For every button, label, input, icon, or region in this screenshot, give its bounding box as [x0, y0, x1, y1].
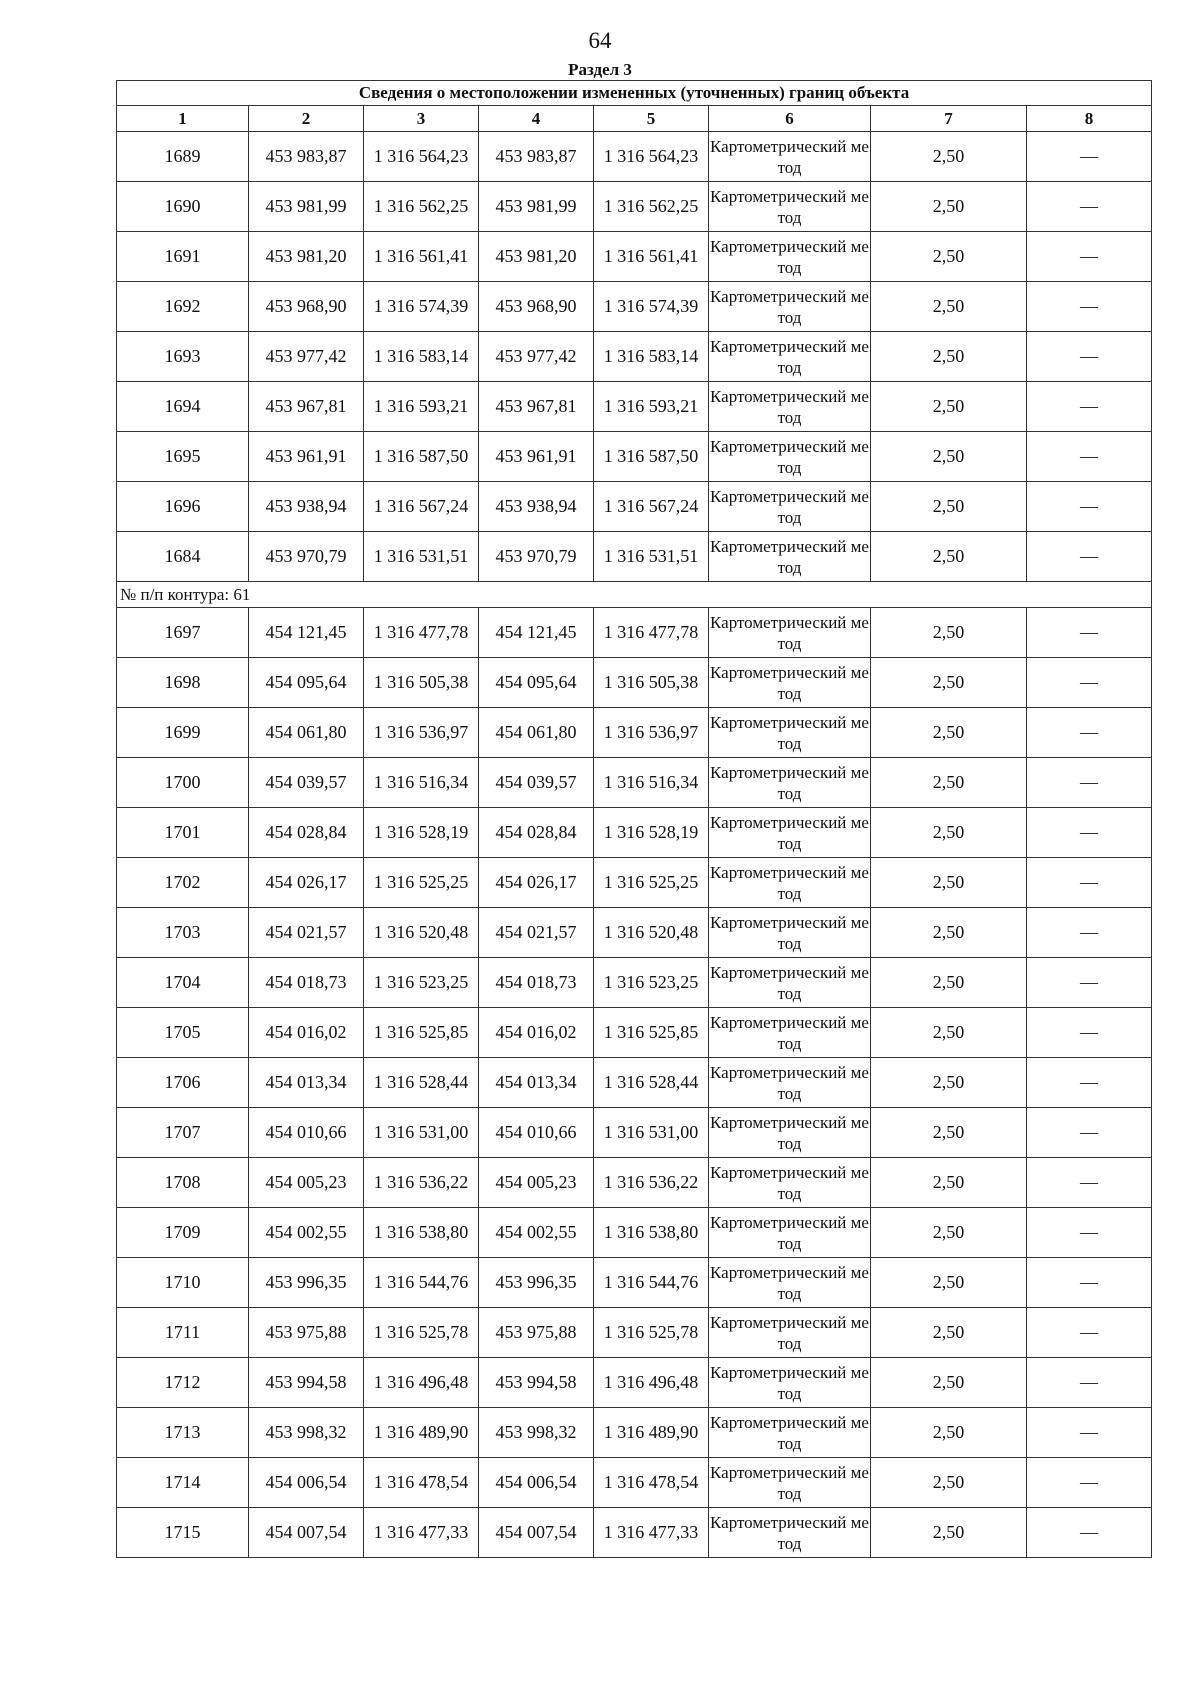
description-cell: — — [1027, 908, 1152, 958]
y-refined-cell: 1 316 538,80 — [594, 1208, 709, 1258]
x-refined-cell: 454 095,64 — [479, 658, 594, 708]
description-cell: — — [1027, 658, 1152, 708]
y-existing-cell: 1 316 574,39 — [364, 282, 479, 332]
y-refined-cell: 1 316 536,22 — [594, 1158, 709, 1208]
y-refined-cell: 1 316 496,48 — [594, 1358, 709, 1408]
x-refined-cell: 453 994,58 — [479, 1358, 594, 1408]
accuracy-cell: 2,50 — [871, 182, 1027, 232]
accuracy-cell: 2,50 — [871, 858, 1027, 908]
y-refined-cell: 1 316 593,21 — [594, 382, 709, 432]
description-cell: — — [1027, 1358, 1152, 1408]
table-row — [117, 1208, 1152, 1258]
point-number-cell: 1713 — [117, 1408, 249, 1458]
x-refined-cell: 453 968,90 — [479, 282, 594, 332]
accuracy-cell: 2,50 — [871, 908, 1027, 958]
y-existing-cell: 1 316 477,78 — [364, 608, 479, 658]
x-existing-cell: 453 994,58 — [249, 1358, 364, 1408]
accuracy-cell: 2,50 — [871, 658, 1027, 708]
boundary-coordinates-table — [116, 80, 1152, 1558]
point-number-cell: 1702 — [117, 858, 249, 908]
x-refined-cell: 453 981,20 — [479, 232, 594, 282]
method-cell: Картометрический метод — [709, 808, 871, 858]
point-number-cell: 1684 — [117, 532, 249, 582]
method-cell: Картометрический метод — [709, 1008, 871, 1058]
point-number-cell: 1693 — [117, 332, 249, 382]
method-cell: Картометрический метод — [709, 382, 871, 432]
y-existing-cell: 1 316 520,48 — [364, 908, 479, 958]
y-refined-cell: 1 316 477,78 — [594, 608, 709, 658]
method-cell: Картометрический метод — [709, 708, 871, 758]
x-refined-cell: 454 028,84 — [479, 808, 594, 858]
description-cell: — — [1027, 1208, 1152, 1258]
point-number-cell: 1696 — [117, 482, 249, 532]
y-refined-cell: 1 316 531,51 — [594, 532, 709, 582]
x-existing-cell: 454 026,17 — [249, 858, 364, 908]
y-existing-cell: 1 316 583,14 — [364, 332, 479, 382]
point-number-cell: 1715 — [117, 1508, 249, 1558]
y-existing-cell: 1 316 489,90 — [364, 1408, 479, 1458]
y-refined-cell: 1 316 520,48 — [594, 908, 709, 958]
accuracy-cell: 2,50 — [871, 132, 1027, 182]
x-refined-cell: 453 996,35 — [479, 1258, 594, 1308]
x-existing-cell: 453 981,99 — [249, 182, 364, 232]
point-number-cell: 1697 — [117, 608, 249, 658]
x-refined-cell: 454 007,54 — [479, 1508, 594, 1558]
y-refined-cell: 1 316 536,97 — [594, 708, 709, 758]
y-existing-cell: 1 316 531,00 — [364, 1108, 479, 1158]
method-cell: Картометрический метод — [709, 1408, 871, 1458]
table-caption: Сведения о местоположении измененных (уточненных) границ объекта — [117, 81, 1152, 106]
y-existing-cell: 1 316 538,80 — [364, 1208, 479, 1258]
x-existing-cell: 454 039,57 — [249, 758, 364, 808]
x-refined-cell: 454 121,45 — [479, 608, 594, 658]
x-refined-cell: 454 013,34 — [479, 1058, 594, 1108]
method-cell: Картометрический метод — [709, 1358, 871, 1408]
point-number-cell: 1698 — [117, 658, 249, 708]
x-existing-cell: 454 028,84 — [249, 808, 364, 858]
method-cell: Картометрический метод — [709, 958, 871, 1008]
column-number: 2 — [249, 106, 364, 132]
description-cell: — — [1027, 1258, 1152, 1308]
point-number-cell: 1691 — [117, 232, 249, 282]
x-refined-cell: 453 998,32 — [479, 1408, 594, 1458]
y-existing-cell: 1 316 525,85 — [364, 1008, 479, 1058]
accuracy-cell: 2,50 — [871, 1408, 1027, 1458]
x-existing-cell: 454 005,23 — [249, 1158, 364, 1208]
y-refined-cell: 1 316 523,25 — [594, 958, 709, 1008]
accuracy-cell: 2,50 — [871, 532, 1027, 582]
y-refined-cell: 1 316 567,24 — [594, 482, 709, 532]
y-existing-cell: 1 316 593,21 — [364, 382, 479, 432]
description-cell: — — [1027, 758, 1152, 808]
x-refined-cell: 454 005,23 — [479, 1158, 594, 1208]
description-cell: — — [1027, 182, 1152, 232]
table-row — [117, 182, 1152, 232]
accuracy-cell: 2,50 — [871, 1258, 1027, 1308]
y-existing-cell: 1 316 478,54 — [364, 1458, 479, 1508]
y-existing-cell: 1 316 567,24 — [364, 482, 479, 532]
table-row — [117, 858, 1152, 908]
method-cell: Картометрический метод — [709, 1158, 871, 1208]
x-existing-cell: 454 002,55 — [249, 1208, 364, 1258]
description-cell: — — [1027, 1008, 1152, 1058]
method-cell: Картометрический метод — [709, 1108, 871, 1158]
point-number-cell: 1689 — [117, 132, 249, 182]
method-cell: Картометрический метод — [709, 758, 871, 808]
table-row — [117, 1408, 1152, 1458]
description-cell: — — [1027, 1458, 1152, 1508]
x-existing-cell: 454 010,66 — [249, 1108, 364, 1158]
x-existing-cell: 453 970,79 — [249, 532, 364, 582]
method-cell: Картометрический метод — [709, 332, 871, 382]
table-row — [117, 232, 1152, 282]
x-existing-cell: 454 013,34 — [249, 1058, 364, 1108]
point-number-cell: 1711 — [117, 1308, 249, 1358]
y-existing-cell: 1 316 564,23 — [364, 132, 479, 182]
y-refined-cell: 1 316 525,78 — [594, 1308, 709, 1358]
table-row — [117, 132, 1152, 182]
x-refined-cell: 454 006,54 — [479, 1458, 594, 1508]
x-existing-cell: 454 007,54 — [249, 1508, 364, 1558]
y-refined-cell: 1 316 528,44 — [594, 1058, 709, 1108]
y-existing-cell: 1 316 562,25 — [364, 182, 479, 232]
accuracy-cell: 2,50 — [871, 608, 1027, 658]
x-existing-cell: 453 998,32 — [249, 1408, 364, 1458]
y-existing-cell: 1 316 544,76 — [364, 1258, 479, 1308]
x-existing-cell: 454 018,73 — [249, 958, 364, 1008]
description-cell: — — [1027, 1308, 1152, 1358]
x-refined-cell: 454 002,55 — [479, 1208, 594, 1258]
point-number-cell: 1695 — [117, 432, 249, 482]
table-row — [117, 282, 1152, 332]
x-refined-cell: 454 016,02 — [479, 1008, 594, 1058]
point-number-cell: 1712 — [117, 1358, 249, 1408]
description-cell: — — [1027, 1158, 1152, 1208]
y-existing-cell: 1 316 587,50 — [364, 432, 479, 482]
method-cell: Картометрический метод — [709, 1458, 871, 1508]
x-existing-cell: 454 016,02 — [249, 1008, 364, 1058]
y-refined-cell: 1 316 562,25 — [594, 182, 709, 232]
point-number-cell: 1707 — [117, 1108, 249, 1158]
x-refined-cell: 453 938,94 — [479, 482, 594, 532]
y-existing-cell: 1 316 525,25 — [364, 858, 479, 908]
description-cell: — — [1027, 858, 1152, 908]
x-existing-cell: 453 961,91 — [249, 432, 364, 482]
y-refined-cell: 1 316 489,90 — [594, 1408, 709, 1458]
description-cell: — — [1027, 808, 1152, 858]
description-cell: — — [1027, 1108, 1152, 1158]
description-cell: — — [1027, 482, 1152, 532]
y-existing-cell: 1 316 561,41 — [364, 232, 479, 282]
table-row — [117, 708, 1152, 758]
method-cell: Картометрический метод — [709, 532, 871, 582]
description-cell: — — [1027, 608, 1152, 658]
y-existing-cell: 1 316 477,33 — [364, 1508, 479, 1558]
y-existing-cell: 1 316 516,34 — [364, 758, 479, 808]
description-cell: — — [1027, 532, 1152, 582]
point-number-cell: 1701 — [117, 808, 249, 858]
table-row — [117, 958, 1152, 1008]
y-refined-cell: 1 316 583,14 — [594, 332, 709, 382]
point-number-cell: 1714 — [117, 1458, 249, 1508]
accuracy-cell: 2,50 — [871, 232, 1027, 282]
x-refined-cell: 453 977,42 — [479, 332, 594, 382]
column-number: 3 — [364, 106, 479, 132]
table-row — [117, 608, 1152, 658]
method-cell: Картометрический метод — [709, 1508, 871, 1558]
accuracy-cell: 2,50 — [871, 1508, 1027, 1558]
y-refined-cell: 1 316 525,25 — [594, 858, 709, 908]
y-existing-cell: 1 316 528,19 — [364, 808, 479, 858]
description-cell: — — [1027, 282, 1152, 332]
y-existing-cell: 1 316 536,97 — [364, 708, 479, 758]
method-cell: Картометрический метод — [709, 908, 871, 958]
y-refined-cell: 1 316 516,34 — [594, 758, 709, 808]
y-refined-cell: 1 316 525,85 — [594, 1008, 709, 1058]
accuracy-cell: 2,50 — [871, 382, 1027, 432]
accuracy-cell: 2,50 — [871, 282, 1027, 332]
x-existing-cell: 453 981,20 — [249, 232, 364, 282]
x-refined-cell: 454 026,17 — [479, 858, 594, 908]
x-refined-cell: 454 061,80 — [479, 708, 594, 758]
accuracy-cell: 2,50 — [871, 432, 1027, 482]
y-existing-cell: 1 316 496,48 — [364, 1358, 479, 1408]
x-existing-cell: 454 021,57 — [249, 908, 364, 958]
x-existing-cell: 453 967,81 — [249, 382, 364, 432]
contour-label: № п/п контура: 61 — [117, 582, 1152, 608]
description-cell: — — [1027, 1408, 1152, 1458]
x-refined-cell: 454 021,57 — [479, 908, 594, 958]
y-refined-cell: 1 316 477,33 — [594, 1508, 709, 1558]
accuracy-cell: 2,50 — [871, 482, 1027, 532]
column-number: 5 — [594, 106, 709, 132]
table-row — [117, 658, 1152, 708]
y-existing-cell: 1 316 525,78 — [364, 1308, 479, 1358]
accuracy-cell: 2,50 — [871, 1458, 1027, 1508]
y-refined-cell: 1 316 587,50 — [594, 432, 709, 482]
table-row — [117, 532, 1152, 582]
point-number-cell: 1708 — [117, 1158, 249, 1208]
table-row — [117, 332, 1152, 382]
page-number: 64 — [588, 28, 612, 53]
point-number-cell: 1692 — [117, 282, 249, 332]
table-row — [117, 1158, 1152, 1208]
accuracy-cell: 2,50 — [871, 1158, 1027, 1208]
method-cell: Картометрический метод — [709, 482, 871, 532]
point-number-cell: 1704 — [117, 958, 249, 1008]
accuracy-cell: 2,50 — [871, 1008, 1027, 1058]
x-existing-cell: 454 006,54 — [249, 1458, 364, 1508]
column-number: 1 — [117, 106, 249, 132]
y-refined-cell: 1 316 574,39 — [594, 282, 709, 332]
x-existing-cell: 454 061,80 — [249, 708, 364, 758]
table-row — [117, 1308, 1152, 1358]
method-cell: Картометрический метод — [709, 132, 871, 182]
y-refined-cell: 1 316 531,00 — [594, 1108, 709, 1158]
table-row — [117, 1458, 1152, 1508]
y-refined-cell: 1 316 478,54 — [594, 1458, 709, 1508]
method-cell: Картометрический метод — [709, 182, 871, 232]
x-refined-cell: 454 010,66 — [479, 1108, 594, 1158]
description-cell: — — [1027, 1058, 1152, 1108]
x-existing-cell: 453 975,88 — [249, 1308, 364, 1358]
x-existing-cell: 453 996,35 — [249, 1258, 364, 1308]
x-refined-cell: 453 983,87 — [479, 132, 594, 182]
description-cell: — — [1027, 958, 1152, 1008]
x-existing-cell: 454 121,45 — [249, 608, 364, 658]
accuracy-cell: 2,50 — [871, 958, 1027, 1008]
method-cell: Картометрический метод — [709, 1208, 871, 1258]
description-cell: — — [1027, 132, 1152, 182]
method-cell: Картометрический метод — [709, 858, 871, 908]
x-existing-cell: 453 968,90 — [249, 282, 364, 332]
point-number-cell: 1706 — [117, 1058, 249, 1108]
method-cell: Картометрический метод — [709, 1258, 871, 1308]
x-refined-cell: 453 967,81 — [479, 382, 594, 432]
y-refined-cell: 1 316 564,23 — [594, 132, 709, 182]
accuracy-cell: 2,50 — [871, 1208, 1027, 1258]
x-refined-cell: 454 018,73 — [479, 958, 594, 1008]
point-number-cell: 1709 — [117, 1208, 249, 1258]
table-row — [117, 1258, 1152, 1308]
table-row — [117, 908, 1152, 958]
table-row — [117, 432, 1152, 482]
description-cell: — — [1027, 432, 1152, 482]
y-existing-cell: 1 316 536,22 — [364, 1158, 479, 1208]
point-number-cell: 1700 — [117, 758, 249, 808]
accuracy-cell: 2,50 — [871, 808, 1027, 858]
x-existing-cell: 453 938,94 — [249, 482, 364, 532]
description-cell: — — [1027, 382, 1152, 432]
method-cell: Картометрический метод — [709, 1058, 871, 1108]
column-number: 6 — [709, 106, 871, 132]
accuracy-cell: 2,50 — [871, 758, 1027, 808]
accuracy-cell: 2,50 — [871, 1358, 1027, 1408]
method-cell: Картометрический метод — [709, 232, 871, 282]
method-cell: Картометрический метод — [709, 282, 871, 332]
x-refined-cell: 453 970,79 — [479, 532, 594, 582]
description-cell: — — [1027, 708, 1152, 758]
description-cell: — — [1027, 332, 1152, 382]
y-existing-cell: 1 316 505,38 — [364, 658, 479, 708]
method-cell: Картометрический метод — [709, 1308, 871, 1358]
x-existing-cell: 453 977,42 — [249, 332, 364, 382]
x-refined-cell: 453 961,91 — [479, 432, 594, 482]
table-row — [117, 1108, 1152, 1158]
y-refined-cell: 1 316 505,38 — [594, 658, 709, 708]
table-row — [117, 808, 1152, 858]
x-refined-cell: 454 039,57 — [479, 758, 594, 808]
method-cell: Картометрический метод — [709, 432, 871, 482]
table-row — [117, 382, 1152, 432]
description-cell: — — [1027, 232, 1152, 282]
accuracy-cell: 2,50 — [871, 1308, 1027, 1358]
y-existing-cell: 1 316 531,51 — [364, 532, 479, 582]
y-refined-cell: 1 316 544,76 — [594, 1258, 709, 1308]
method-cell: Картометрический метод — [709, 658, 871, 708]
column-number: 4 — [479, 106, 594, 132]
column-number-row — [117, 106, 1152, 132]
point-number-cell: 1710 — [117, 1258, 249, 1308]
section-title: Раздел 3 — [568, 60, 632, 79]
accuracy-cell: 2,50 — [871, 708, 1027, 758]
table-row — [117, 1008, 1152, 1058]
y-refined-cell: 1 316 561,41 — [594, 232, 709, 282]
table-body — [117, 132, 1152, 1558]
point-number-cell: 1705 — [117, 1008, 249, 1058]
x-refined-cell: 453 981,99 — [479, 182, 594, 232]
description-cell: — — [1027, 1508, 1152, 1558]
x-existing-cell: 453 983,87 — [249, 132, 364, 182]
table-row — [117, 1058, 1152, 1108]
y-existing-cell: 1 316 528,44 — [364, 1058, 479, 1108]
table-row — [117, 758, 1152, 808]
contour-row — [117, 582, 1152, 608]
point-number-cell: 1690 — [117, 182, 249, 232]
accuracy-cell: 2,50 — [871, 1108, 1027, 1158]
x-refined-cell: 453 975,88 — [479, 1308, 594, 1358]
method-cell: Картометрический метод — [709, 608, 871, 658]
y-refined-cell: 1 316 528,19 — [594, 808, 709, 858]
column-number: 8 — [1027, 106, 1152, 132]
x-existing-cell: 454 095,64 — [249, 658, 364, 708]
column-number: 7 — [871, 106, 1027, 132]
point-number-cell: 1694 — [117, 382, 249, 432]
point-number-cell: 1699 — [117, 708, 249, 758]
table-row — [117, 482, 1152, 532]
point-number-cell: 1703 — [117, 908, 249, 958]
y-existing-cell: 1 316 523,25 — [364, 958, 479, 1008]
accuracy-cell: 2,50 — [871, 1058, 1027, 1108]
table-row — [117, 1508, 1152, 1558]
table-row — [117, 1358, 1152, 1408]
accuracy-cell: 2,50 — [871, 332, 1027, 382]
